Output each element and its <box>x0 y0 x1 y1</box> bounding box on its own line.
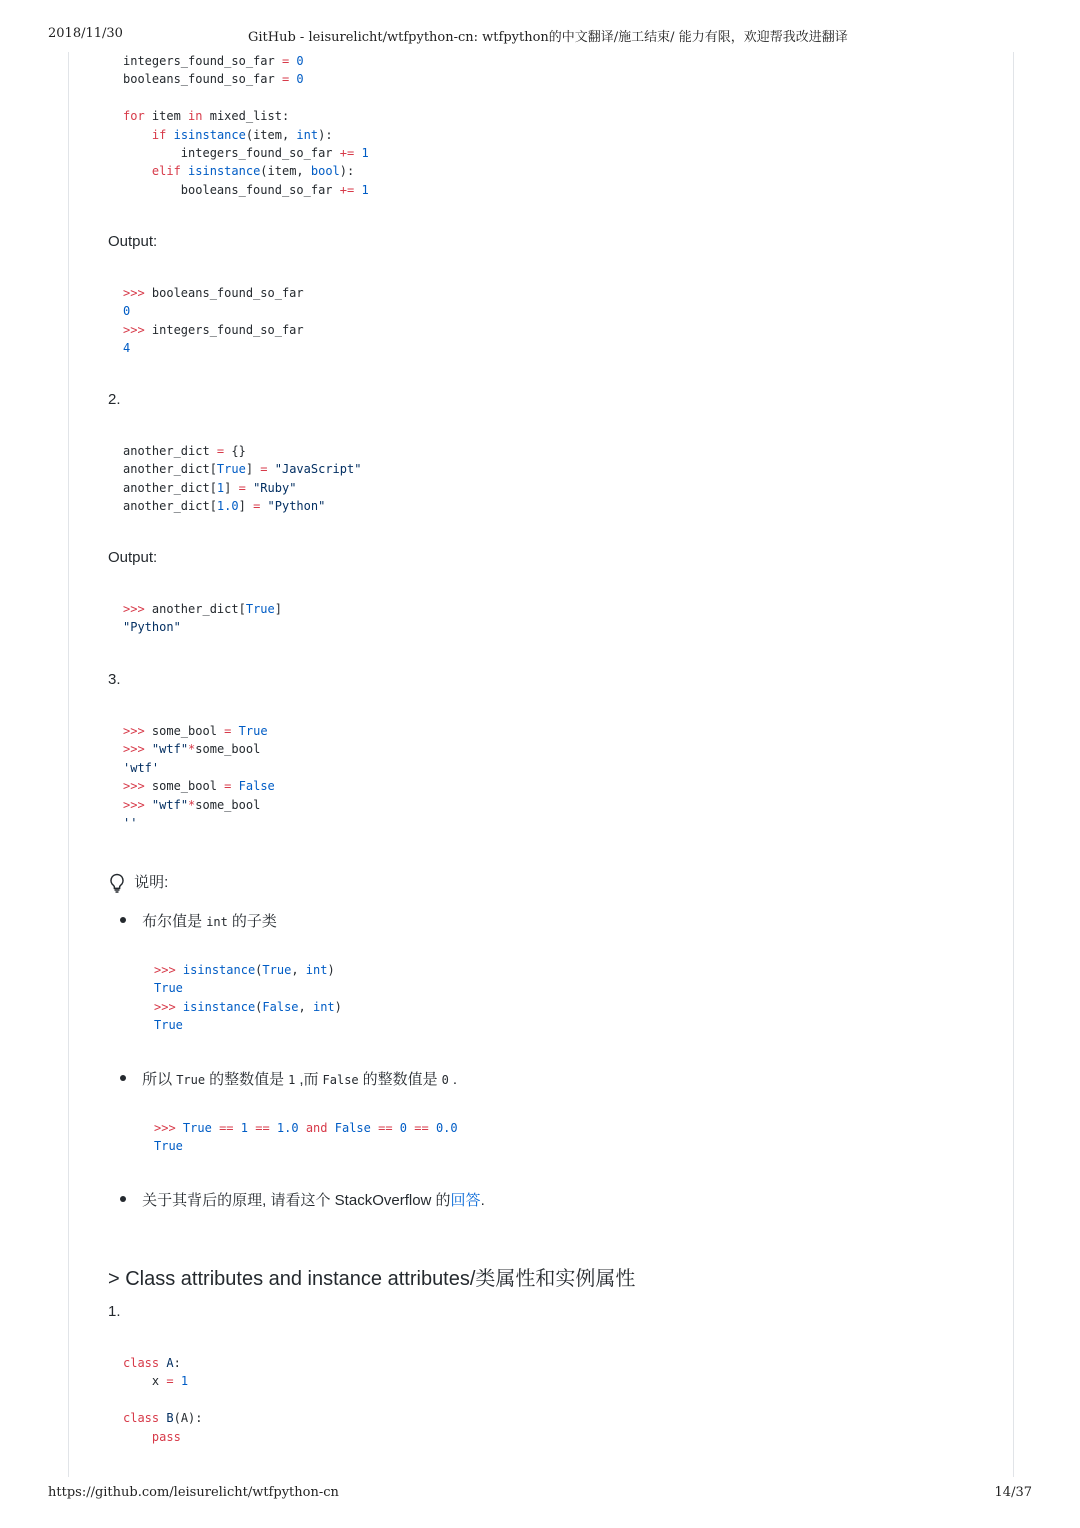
print-footer <box>48 1485 1032 1505</box>
code-line: >>> isinstance(True, int) <box>154 963 335 977</box>
list-item: 布尔值是 int 的子类 <box>120 910 277 931</box>
bullet-dot <box>120 1196 126 1202</box>
code-block <box>123 600 282 637</box>
inline-code: int <box>206 915 228 929</box>
inline-code: 0 <box>441 1073 449 1087</box>
content-border-right <box>1013 52 1014 1477</box>
print-page-title: GitHub - leisurelicht/wtfpython-cn: wtfpython的中文翻译/施工结束/ 能力有限，欢迎帮我改进翻译 <box>248 30 848 45</box>
code-line: True <box>154 1139 183 1154</box>
code-block <box>123 284 304 358</box>
code-line: x = 1 <box>123 1374 189 1389</box>
note-title <box>108 871 168 893</box>
code-line: '' <box>123 815 138 830</box>
item-number: 1. <box>108 1303 121 1320</box>
code-line: if isinstance(item, int): <box>151 127 333 142</box>
list-item: 所以 True 的整数值是 1 ,而 False 的整数值是 0 . <box>120 1068 457 1089</box>
output-label: Output: <box>108 549 158 566</box>
code-line: True <box>154 981 183 996</box>
code-line: >>> another_dict[True] <box>123 602 282 616</box>
code-line: class B(A): <box>123 1411 203 1426</box>
code-line: >>> True == 1 == 1.0 and False == 0 == 0.0 <box>154 1121 458 1135</box>
code-line: integers_found_so_far = 0 <box>123 54 304 68</box>
code-line: 0 <box>123 304 131 319</box>
bullet-dot <box>120 917 126 923</box>
answer-link[interactable]: 回答 <box>450 1192 481 1209</box>
code-line: another_dict[True] = "JavaScript" <box>123 462 362 477</box>
code-line: >>> isinstance(False, int) <box>154 999 342 1014</box>
inline-code: 1 <box>288 1073 296 1087</box>
code-block <box>154 961 342 1035</box>
code-line: >>> some_bool = False <box>123 779 275 794</box>
lightbulb-icon <box>108 874 134 891</box>
section-heading: > Class attributes and instance attributes/类属性和实例属性 <box>108 1268 636 1290</box>
code-line: booleans_found_so_far = 0 <box>123 72 304 87</box>
code-block <box>123 722 275 832</box>
code-line: another_dict = {} <box>123 444 246 458</box>
code-line: >>> "wtf"*some_bool <box>123 797 261 812</box>
code-line <box>123 89 369 107</box>
code-block <box>123 442 361 516</box>
item-number: 3. <box>108 671 121 688</box>
inline-code: False <box>322 1073 359 1087</box>
code-block <box>123 1354 203 1446</box>
code-line: >>> "wtf"*some_bool <box>123 742 261 757</box>
code-line: True <box>154 1018 183 1033</box>
print-url: https://github.com/leisurelicht/wtfpython-cn <box>48 1485 339 1500</box>
print-header <box>48 26 1032 46</box>
inline-code: True <box>176 1073 206 1087</box>
code-line: >>> booleans_found_so_far <box>123 286 304 300</box>
code-line: elif isinstance(item, bool): <box>151 164 355 179</box>
note-label: 说明: <box>134 874 169 891</box>
bullet-dot <box>120 1075 126 1081</box>
code-line: booleans_found_so_far += 1 <box>123 182 369 197</box>
code-line: 4 <box>123 341 131 356</box>
code-line: class A: <box>123 1356 181 1370</box>
code-line <box>123 1391 203 1409</box>
code-line: for item in mixed_list: <box>123 109 290 124</box>
code-block <box>123 52 369 199</box>
code-line: integers_found_so_far += 1 <box>123 145 369 160</box>
code-line: 'wtf' <box>123 760 160 775</box>
code-line: another_dict[1.0] = "Python" <box>123 499 326 514</box>
content-border-left <box>68 52 69 1477</box>
output-label: Output: <box>108 233 158 250</box>
item-number: 2. <box>108 391 121 408</box>
page-number: 14/37 <box>994 1485 1032 1500</box>
code-block <box>154 1119 458 1156</box>
code-line: another_dict[1] = "Ruby" <box>123 480 297 495</box>
print-date: 2018/11/30 <box>48 26 123 41</box>
code-line: pass <box>151 1429 181 1444</box>
code-line: "Python" <box>123 620 181 635</box>
code-line: >>> some_bool = True <box>123 724 268 738</box>
list-item: 关于其背后的原理, 请看这个 StackOverflow 的回答. <box>120 1189 485 1210</box>
code-line: >>> integers_found_so_far <box>123 322 304 337</box>
